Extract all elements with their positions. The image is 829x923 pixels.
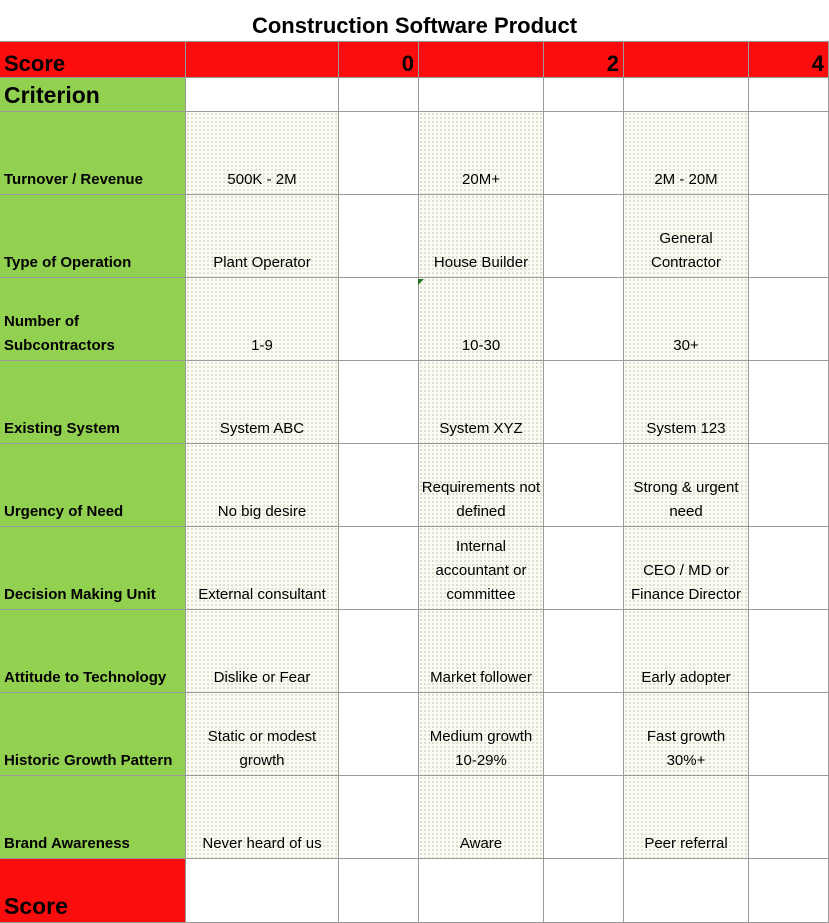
criterion-name: Type of Operation [4,254,132,271]
score-header-cell[interactable] [339,42,419,78]
score-entry-cell[interactable] [544,693,624,776]
option-cell[interactable] [186,610,339,693]
score-total-label-cell[interactable] [0,859,186,923]
empty-cell[interactable] [339,78,419,112]
option-text: Requirements not defined [421,479,541,520]
criterion-name-cell[interactable] [0,278,186,361]
option-text: Peer referral [644,835,728,852]
score-entry-cell[interactable] [339,610,419,693]
criterion-header-label: Criterion [4,82,100,108]
option-cell[interactable] [419,444,544,527]
criterion-name-cell[interactable] [0,361,186,444]
score-header-cell[interactable] [419,42,544,78]
criterion-name: Number of Subcontractors [4,313,115,354]
option-cell[interactable] [419,361,544,444]
option-cell[interactable] [186,361,339,444]
option-cell[interactable] [419,776,544,859]
option-cell[interactable] [624,693,749,776]
score-total-label: Score [4,893,68,919]
score-header-cell[interactable] [544,42,624,78]
option-text: 20M+ [462,171,500,188]
criterion-name-cell[interactable] [0,444,186,527]
criterion-name: Brand Awareness [4,835,130,852]
option-text: Medium growth 10-29% [429,728,533,769]
empty-cell[interactable] [624,78,749,112]
score-entry-cell[interactable] [749,610,829,693]
score-total-cell[interactable] [749,859,829,923]
empty-cell[interactable] [419,78,544,112]
score-value: 2 [606,51,619,76]
score-total-cell[interactable] [544,859,624,923]
score-entry-cell[interactable] [544,112,624,195]
score-entry-cell[interactable] [749,195,829,278]
score-total-cell[interactable] [624,859,749,923]
criterion-name: Existing System [4,420,120,437]
criterion-name: Historic Growth Pattern [4,752,173,769]
option-text: 500K - 2M [227,171,297,188]
score-entry-cell[interactable] [339,112,419,195]
score-header-cell[interactable] [749,42,829,78]
option-text: Never heard of us [202,835,322,852]
option-text: No big desire [217,503,307,520]
option-text: 1-9 [251,337,273,354]
empty-cell[interactable] [186,78,339,112]
sheet-title: Construction Software Product [0,0,829,42]
score-entry-cell[interactable] [544,776,624,859]
option-text: Static or modest growth [207,728,317,769]
criterion-name-cell[interactable] [0,112,186,195]
score-entry-cell[interactable] [544,195,624,278]
option-text: Market follower [430,669,532,686]
criterion-header-cell[interactable] [0,78,186,112]
option-cell[interactable] [186,693,339,776]
score-entry-cell[interactable] [339,527,419,610]
score-entry-cell[interactable] [544,527,624,610]
score-entry-cell[interactable] [749,112,829,195]
score-entry-cell[interactable] [544,610,624,693]
criterion-name: Attitude to Technology [4,669,167,686]
option-cell[interactable] [624,610,749,693]
option-cell[interactable] [186,444,339,527]
option-text: CEO / MD or Finance Director [630,562,742,603]
option-text: 10-30 [461,337,501,354]
score-entry-cell[interactable] [339,278,419,361]
criterion-name-cell[interactable] [0,195,186,278]
option-cell[interactable] [624,195,749,278]
score-entry-cell[interactable] [749,278,829,361]
option-text: Strong & urgent need [633,479,739,520]
score-entry-cell[interactable] [544,444,624,527]
criterion-name: Urgency of Need [4,503,124,520]
option-cell[interactable] [186,776,339,859]
score-value: 4 [811,51,824,76]
score-header-label-cell[interactable] [0,42,186,78]
score-entry-cell[interactable] [339,444,419,527]
option-text: Plant Operator [213,254,311,271]
cell-comment-marker-icon [418,279,424,285]
option-cell[interactable] [624,361,749,444]
score-total-cell[interactable] [186,859,339,923]
option-cell[interactable] [419,112,544,195]
option-cell[interactable] [419,693,544,776]
criterion-name: Decision Making Unit [4,586,156,603]
score-entry-cell[interactable] [339,776,419,859]
option-text: Aware [459,835,503,852]
score-total-cell[interactable] [419,859,544,923]
score-entry-cell[interactable] [749,693,829,776]
option-text: Internal accountant or committee [435,538,527,603]
option-cell[interactable] [186,278,339,361]
score-value: 0 [401,51,414,76]
option-text: House Builder [433,254,529,271]
option-cell[interactable] [419,278,544,361]
option-cell[interactable] [186,195,339,278]
option-cell[interactable] [624,112,749,195]
score-header-label: Score [4,51,66,76]
option-cell[interactable] [624,776,749,859]
score-entry-cell[interactable] [339,361,419,444]
option-cell[interactable] [624,444,749,527]
option-cell[interactable] [419,527,544,610]
option-cell[interactable] [624,278,749,361]
option-text: Dislike or Fear [213,669,311,686]
criterion-name: Turnover / Revenue [4,171,143,188]
criterion-name-cell[interactable] [0,693,186,776]
score-entry-cell[interactable] [749,776,829,859]
score-total-cell[interactable] [339,859,419,923]
score-entry-cell[interactable] [749,444,829,527]
option-text: Early adopter [641,669,731,686]
option-text: System XYZ [439,420,523,437]
criterion-name-cell[interactable] [0,610,186,693]
option-text: General Contractor [650,230,722,271]
criterion-name-cell[interactable] [0,776,186,859]
option-cell[interactable] [419,195,544,278]
empty-cell[interactable] [749,78,829,112]
option-cell[interactable] [186,112,339,195]
option-cell[interactable] [624,527,749,610]
score-entry-cell[interactable] [749,527,829,610]
score-entry-cell[interactable] [749,361,829,444]
option-cell[interactable] [186,527,339,610]
score-entry-cell[interactable] [544,361,624,444]
option-text: Fast growth 30%+ [646,728,726,769]
score-entry-cell[interactable] [339,195,419,278]
option-text: 2M - 20M [654,171,718,188]
option-text: System 123 [646,420,726,437]
score-header-cell[interactable] [186,42,339,78]
option-text: 30+ [673,337,699,354]
criterion-name-cell[interactable] [0,527,186,610]
score-header-cell[interactable] [624,42,749,78]
option-text: External consultant [198,586,326,603]
option-text: System ABC [219,420,305,437]
score-entry-cell[interactable] [339,693,419,776]
option-cell[interactable] [419,610,544,693]
score-entry-cell[interactable] [544,278,624,361]
empty-cell[interactable] [544,78,624,112]
